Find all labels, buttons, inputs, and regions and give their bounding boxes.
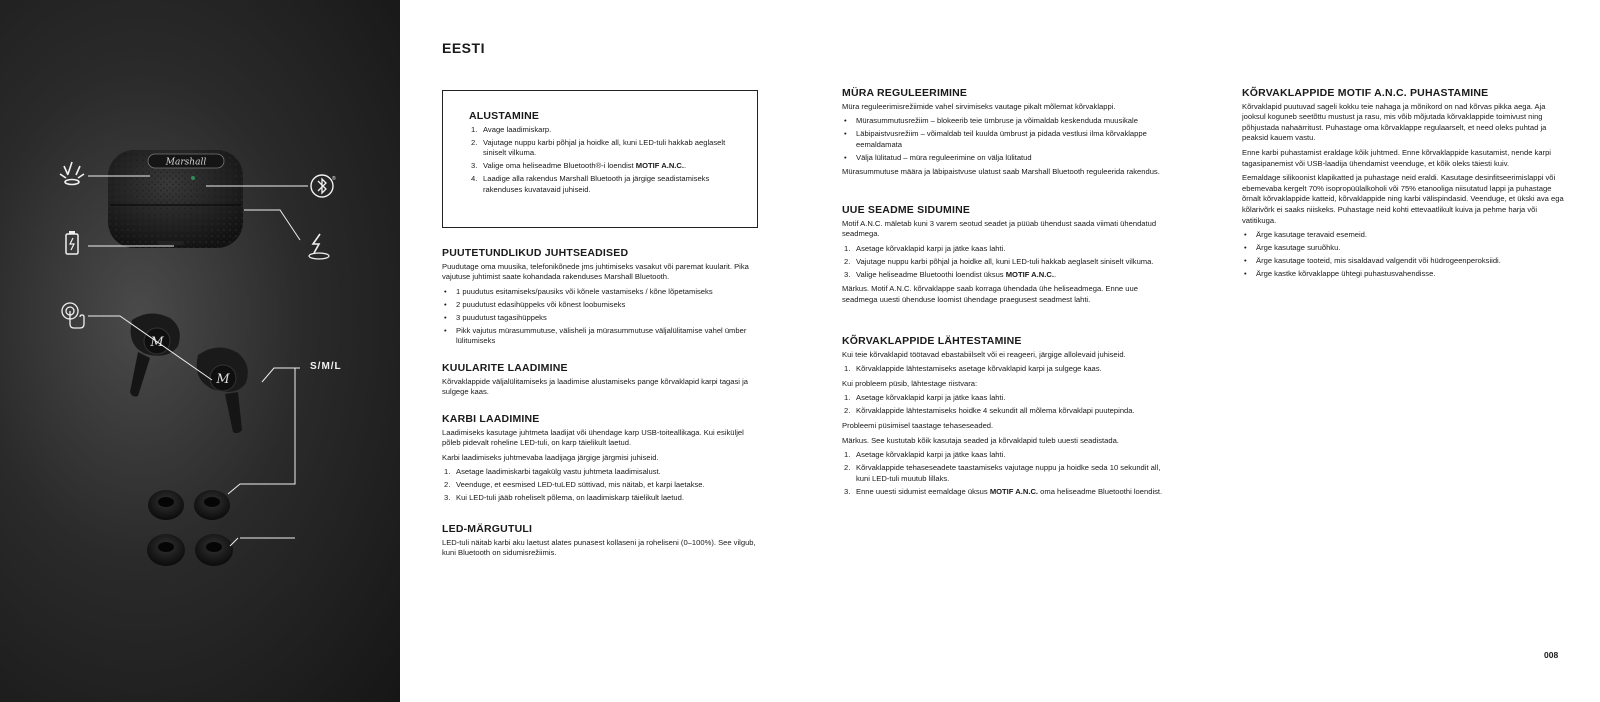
case-charging-section: [442, 414, 764, 508]
section-title: PUUTETUNDLIKUD JUHTSEADISED: [442, 247, 629, 259]
list-item: 2. Kõrvaklappide tehaseseadete taastamiseks vajutage nuppu ja hoidke seda 10 sekundit all, kuni LED-tuli muutub lillaks.: [844, 463, 1161, 483]
section-title: UUE SEADME SIDUMINE: [842, 204, 971, 216]
paragraph: Enne karbi puhastamist eraldage kõik juhtmed. Enne kõrvaklappide kasutamist, nende karpi tagasipanemist või USB-laadija ühendamist veenduge, et kõik oleks täiesti kuiv.: [1242, 147, 1551, 168]
list-item: • Ärge kasutage suruõhku.: [1244, 243, 1341, 253]
ear-tip-size-label: S/M/L: [310, 361, 342, 372]
led-indicator-section: [442, 524, 764, 563]
list-item: 1. Asetage laadimiskarbi tagakülg vastu juhtmeta laadimisalust.: [444, 467, 661, 477]
paragraph: Kui probleem püsib, lähtestage riistvara:: [842, 378, 978, 388]
section-title: KUULARITE LAADIMINE: [442, 362, 568, 374]
earbud-logo-left: M: [150, 335, 164, 350]
list-item: • Mürasummutusrežiim – blokeerib teie ümbruse ja võimaldab keskenduda muusikale: [844, 116, 1138, 126]
paragraph: Märkus. See kustutab kõik kasutaja seaded ja kõrvaklapid tuleb uuesti seadistada.: [842, 435, 1119, 445]
section-title: LED-MÄRGUTULI: [442, 523, 533, 535]
page-number: 008: [1544, 650, 1559, 660]
list-item: 2. Vajutage nuppu karbi põhjal ja hoidke all, kuni LED-tuli hakkab aeglaselt siniselt vilkuma.: [471, 137, 726, 158]
wireless-charging-icon: [309, 234, 329, 259]
list-item: • Välja lülitatud – müra reguleerimine on välja lülitatud: [844, 152, 1032, 162]
paragraph: Probleemi püsimisel taastage tehaseseaded.: [842, 420, 994, 430]
list-item: • Pikk vajutus mürasummutuse, välisheli ja mürasummutuse väljalülitamise vahel ümber lülitumiseks: [444, 325, 747, 346]
list-item: 1. Asetage kõrvaklapid karpi ja jätke kaas lahti.: [844, 243, 1006, 253]
anc-icon: [60, 162, 84, 185]
paragraph: Motif A.N.C. mäletab kuni 3 varem seotud seadet ja püüab ühendust saada viimati ühendatud seadmega.: [842, 218, 1157, 239]
list-item: • 1 puudutus esitamiseks/pausiks või kõnele vastamiseks / kõne lõpetamiseks: [444, 286, 713, 296]
svg-text:®: ®: [332, 176, 336, 182]
getting-started-steps: [469, 125, 739, 196]
ear-tips: [147, 490, 233, 566]
cleaning-section: [1242, 88, 1564, 284]
list-item: • Läbipaistvusrežiim – võimaldab teil kuulda ümbrust ja pidada vestlusi ilma kõrvaklappe eemaldamata: [844, 129, 1147, 149]
list-item: • Ärge kasutage tooteid, mis sisaldavad valgendit või hüdrogeenperoksiidi.: [1244, 256, 1501, 266]
list-item: 4. Laadige alla rakendus Marshall Bluetooth ja järgige seadistamiseks rakenduses kuvatavaid juhiseid.: [471, 174, 710, 194]
list-item: • 3 puudutust tagasihüppeks: [444, 312, 547, 322]
list-item: 1. Asetage kõrvaklapid karpi ja jätke kaas lahti.: [844, 393, 1006, 403]
charging-case: [108, 150, 243, 248]
paragraph: Kõrvaklappide väljalülitamiseks ja laadimise alustamiseks pange kõrvaklapid karpi tagasi ja sulgege kaas.: [442, 376, 749, 397]
paragraph: Eemaldage silikoonist klapikatted ja puhastage neid eraldi. Kasutage desinfitseerimislappi või ebemevaba kergelt 70% isopropüülalkoholi või 75% etanooliga niisutatud lappi ja puhastage õrnalt kõrvaklappide katteid, kõrvaklappide ning karbi välispindasid. Veenduge, et ükski ava ega kõlarivõrk ei saaks niiskeks. Puhastage neid kohti ettevaatlikult kuiva ja pehme harja või vatitikuga.: [1242, 173, 1564, 225]
bluetooth-icon: [311, 175, 336, 197]
product-illustration: [0, 0, 400, 702]
section-title: ALUSTAMINE: [469, 110, 540, 122]
paragraph: Müra reguleerimisrežiimide vahel sirvimiseks vautage pikalt mõlemat kõrvaklappi.: [842, 101, 1116, 111]
pairing-section: [842, 205, 1164, 310]
paragraph: Kui teie kõrvaklapid töötavad ebastabiilselt või ei reageeri, järgige allolevaid juhiseid.: [842, 349, 1126, 359]
section-title: KÕRVAKLAPPIDE MOTIF A.N.C. PUHASTAMINE: [1242, 87, 1489, 99]
list-item: 2. Vajutage nuppu karbi põhjal ja hoidke all, kuni LED-tuli hakkab aeglaselt siniselt vilkuma.: [844, 256, 1154, 266]
case-logo: Marshall: [165, 157, 207, 168]
list-item: • Ärge kasutage teravaid esemeid.: [1244, 230, 1368, 240]
getting-started-box: [442, 90, 758, 228]
paragraph: Karbi laadimiseks juhtmevaba laadijaga järgige järgmisi juhiseid.: [442, 452, 659, 462]
list-item: 1. Kõrvaklappide lähtestamiseks asetage kõrvaklapid karpi ja sulgege kaas.: [844, 364, 1102, 374]
list-item: • Ärge kastke kõrvaklappe ühtegi puhastusvahendisse.: [1244, 269, 1436, 279]
earbud-left: [130, 313, 180, 396]
list-item: 3. Kui LED-tuli jääb roheliselt põlema, on laadimiskarp täielikult laetud.: [444, 493, 684, 503]
list-item: 3. Valige heliseadme Bluetoothi loendist üksus MOTIF A.N.C..: [844, 269, 1057, 279]
language-heading: EESTI: [442, 40, 485, 56]
paragraph: LED-tuli näitab karbi aku laetust alates punasest kollaseni ja roheliseni (0–100%). See vilgub, kuni Bluetooth on sidumisrežiimis.: [442, 537, 756, 558]
earbud-logo-right: M: [216, 372, 230, 387]
list-item: 3. Enne uuesti sidumist eemaldage üksus MOTIF A.N.C. oma heliseadme Bluetoothi loendist.: [844, 486, 1163, 496]
earbud-charging-section: [442, 363, 764, 402]
list-item: 2. Veenduge, et eesmised LED-tuLED süttivad, mis näitab, et karpi laetakse.: [444, 480, 705, 490]
paragraph: Märkus. Motif A.N.C. kõrvaklappe saab korraga ühendada ühe heliseadmega. Enne uue seadmega uuesti ühenduse loomist ühendage praegusest seadmest lahti.: [842, 284, 1138, 304]
battery-icon: [66, 231, 78, 254]
reset-section: [842, 336, 1164, 501]
section-title: KÕRVAKLAPPIDE LÄHTESTAMINE: [842, 335, 1022, 347]
noise-control-section: [842, 88, 1164, 182]
paragraph: Mürasummutuse määra ja läbipaistvuse ulatust saab Marshall Bluetooth reguleerida rakendus.: [842, 167, 1160, 177]
list-item: 2. Kõrvaklappide lähtestamiseks hoidke 4 sekundit all mõlema kõrvaklapi puutepinda.: [844, 406, 1135, 416]
earbud-right: [197, 347, 248, 433]
list-item: 1. Asetage kõrvaklapid karpi ja jätke kaas lahti.: [844, 450, 1006, 460]
list-item: • 2 puudutust edasihüppeks või kõnest loobumiseks: [444, 299, 626, 309]
section-title: MÜRA REGULEERIMINE: [842, 87, 968, 99]
section-title: KARBI LAADIMINE: [442, 413, 540, 425]
list-item: 1. Avage laadimiskarp.: [471, 124, 552, 134]
touch-controls-section: [442, 248, 764, 351]
product-illustration-panel: [0, 0, 400, 702]
paragraph: Kõrvaklapid puutuvad sageli kokku teie nahaga ja mõnikord on nad kõrvas pikka aega. Aja jooksul koguneb seetõttu mustust ja rasu, mis võib mõjutada kõrvaklappide toimivust ning põhjustada nahaärritust. Puhastage oma kõrvaklappe regulaarselt, et need oleks puhtad ja peaksid kauem vastu.: [1242, 101, 1547, 143]
list-item: 3. Valige oma heliseadme Bluetooth®-i loendist MOTIF A.N.C..: [471, 161, 687, 171]
paragraph: Puudutage oma muusika, telefonikõnede jms juhtimiseks vasakut või paremat kuularit. Pika vajutuse juhtimist saate kohandada rakenduses Marshall Bluetooth.: [442, 261, 749, 282]
manual-page: [400, 0, 1600, 702]
paragraph: Laadimiseks kasutage juhtmeta laadijat või ühendage karp USB-toiteallikaga. Kui esiküljel põleb pidevalt roheline LED-tuli, on karp täielikult laetud.: [442, 427, 744, 448]
touch-icon: [62, 303, 84, 328]
